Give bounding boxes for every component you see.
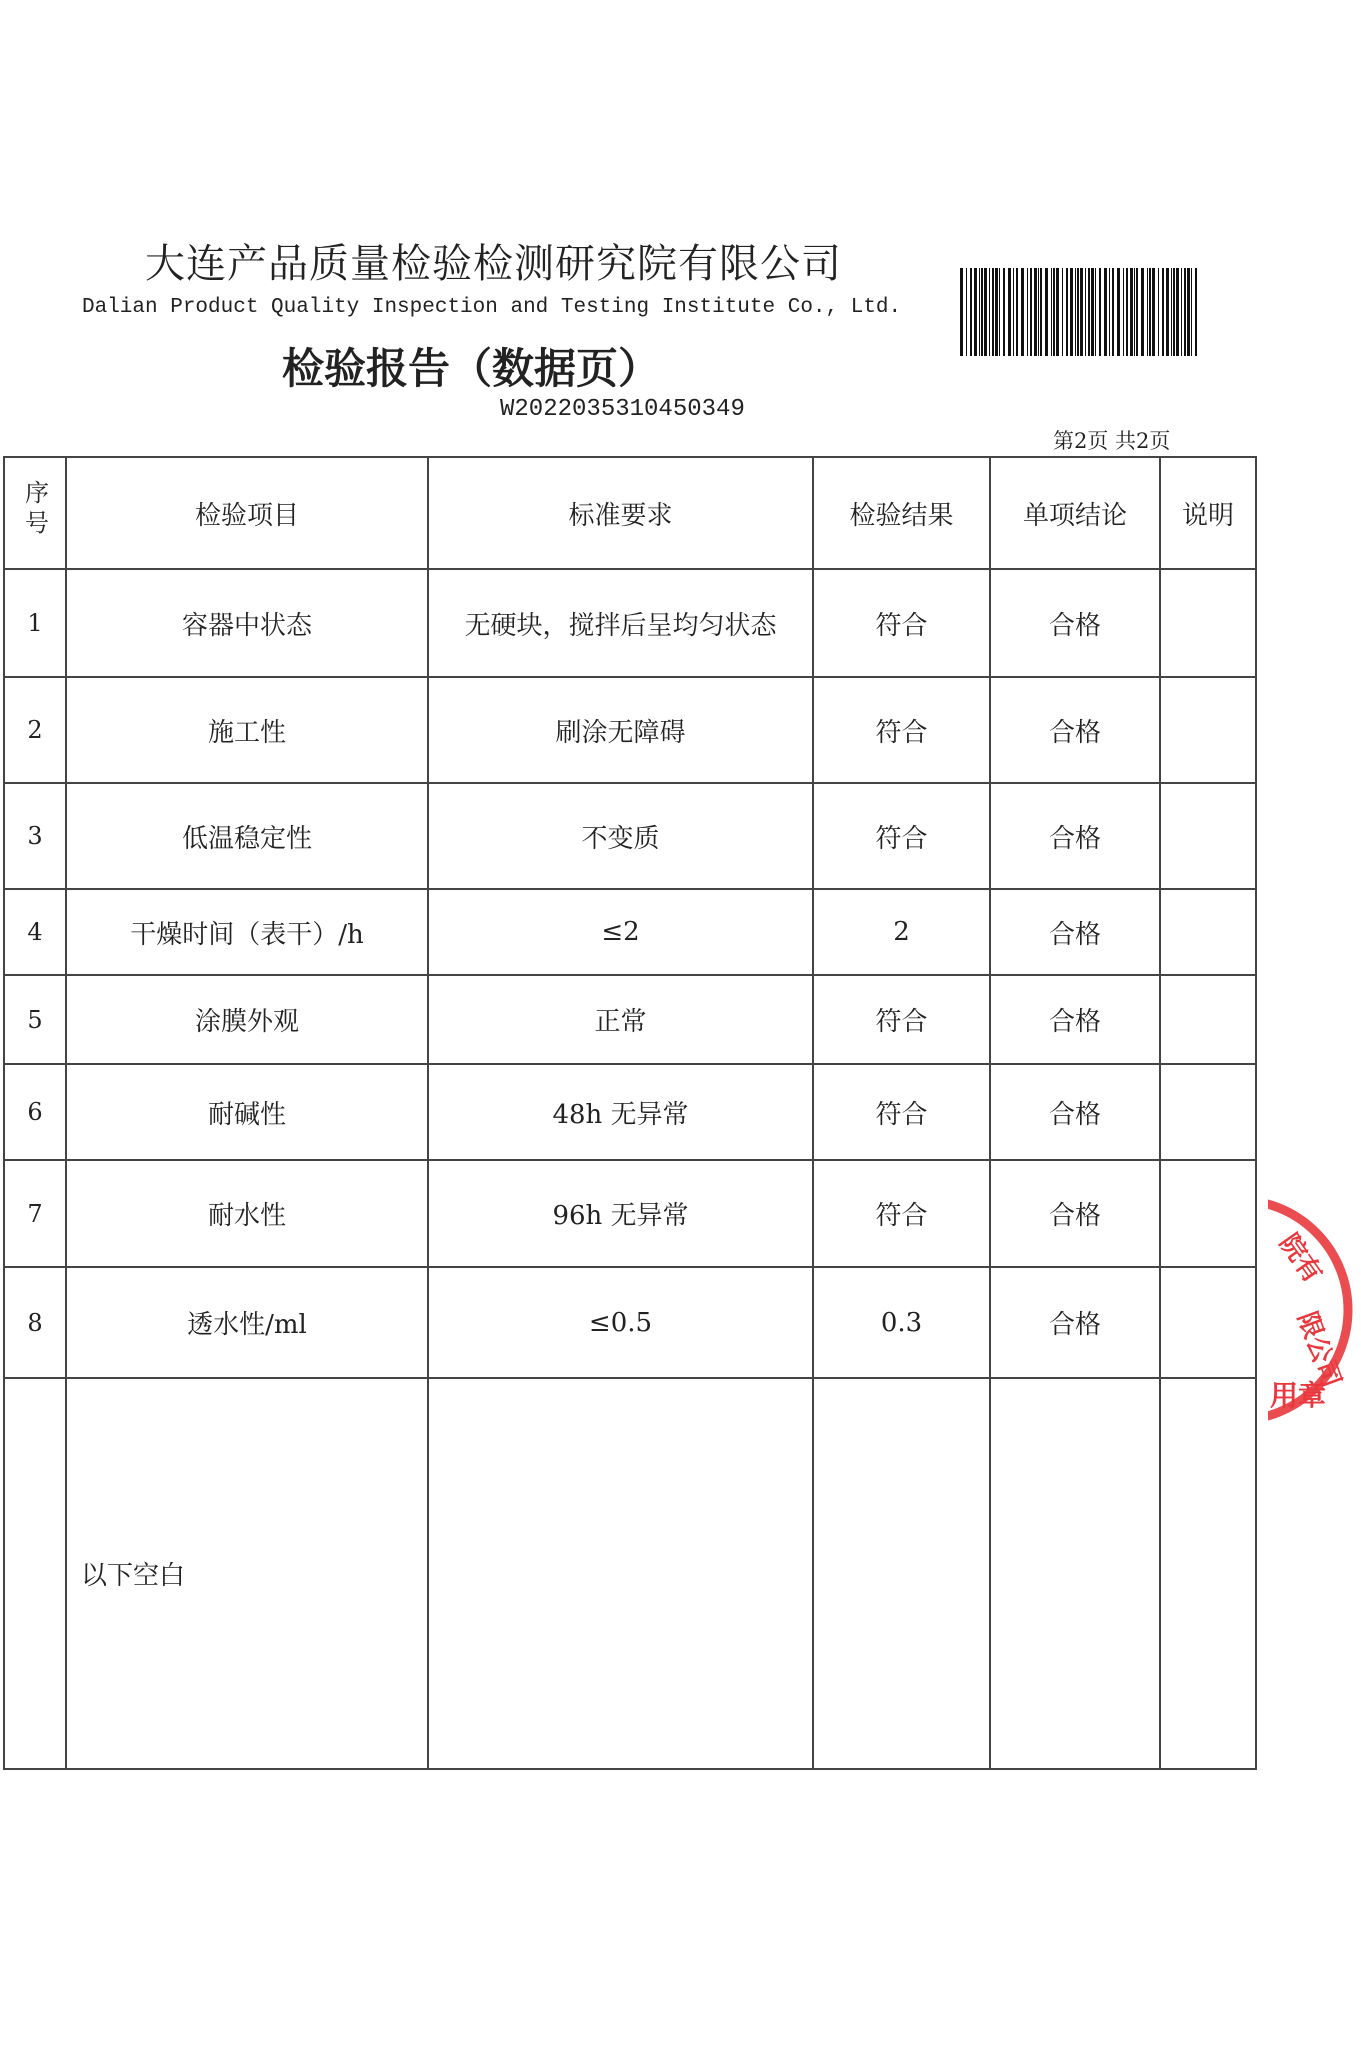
barcode-bar [1162, 268, 1164, 356]
row-number: 2 [4, 677, 66, 783]
barcode-bar [995, 268, 998, 356]
table-header-row [4, 457, 1256, 569]
item-conclusion: 合格 [990, 783, 1160, 889]
barcode-bar [1181, 268, 1182, 356]
barcode-bar [1040, 268, 1042, 356]
header-note: 说明 [1160, 457, 1256, 569]
row-note [1160, 975, 1256, 1064]
barcode-bar [1045, 268, 1048, 356]
barcode-bar [1117, 268, 1120, 356]
inspection-item: 施工性 [66, 677, 428, 783]
inspection-result: 2 [813, 889, 990, 975]
item-conclusion: 合格 [990, 1160, 1160, 1267]
barcode-bar [1109, 268, 1110, 356]
row-number: 7 [4, 1160, 66, 1267]
inspection-result: 符合 [813, 677, 990, 783]
row-number: 4 [4, 889, 66, 975]
item-conclusion: 合格 [990, 1267, 1160, 1378]
barcode-bar [1184, 268, 1186, 356]
barcode-bar [1158, 268, 1159, 356]
item-conclusion: 合格 [990, 889, 1160, 975]
table-row [4, 975, 1256, 1064]
row-note [1160, 1267, 1256, 1378]
table-row [4, 889, 1256, 975]
barcode-bar [1141, 268, 1144, 356]
results-table [3, 456, 1257, 1770]
item-conclusion: 合格 [990, 975, 1160, 1064]
barcode-bar [1034, 268, 1037, 356]
blank-cell [4, 1378, 66, 1769]
inspection-item: 涂膜外观 [66, 975, 428, 1064]
barcode-bar [1008, 268, 1011, 356]
inspection-result: 符合 [813, 975, 990, 1064]
blank-cell [428, 1378, 813, 1769]
barcode-bar [1147, 268, 1148, 356]
blank-note: 以下空白 [66, 1378, 428, 1769]
barcode-bar [1095, 268, 1096, 356]
table-row [4, 783, 1256, 889]
barcode-bar [1130, 268, 1133, 356]
barcode-bar [1013, 268, 1014, 356]
barcode-bar [1112, 268, 1114, 356]
official-stamp [1268, 1160, 1361, 1460]
barcode-bar [1104, 268, 1107, 356]
barcode-bar [1166, 268, 1169, 356]
barcode-bar [1016, 268, 1018, 356]
barcode-bar [984, 268, 987, 356]
table-row [4, 569, 1256, 677]
barcode-bar [981, 268, 983, 356]
inspection-result: 符合 [813, 1160, 990, 1267]
row-note [1160, 889, 1256, 975]
barcode-bar [1070, 268, 1073, 356]
barcode-bar [1021, 268, 1024, 356]
barcode-bar [999, 268, 1000, 356]
table-row [4, 677, 1256, 783]
row-number: 5 [4, 975, 66, 1064]
page-info: 第2页 共2页 [1053, 429, 1171, 453]
blank-cell [813, 1378, 990, 1769]
barcode-bar [974, 268, 977, 356]
row-note [1160, 1064, 1256, 1160]
barcode-bar [1187, 268, 1190, 356]
barcode-bar [966, 268, 967, 356]
barcode-bar [992, 268, 994, 356]
barcode-bar [1099, 268, 1101, 356]
barcode-bar [1080, 268, 1083, 356]
barcode-bar [1149, 268, 1151, 356]
inspection-item: 透水性/ml [66, 1267, 428, 1378]
blank-cell [1160, 1378, 1256, 1769]
header-item: 检验项目 [66, 457, 428, 569]
table-row [4, 1160, 1256, 1267]
barcode-bar [1191, 268, 1192, 356]
barcode-bar [1056, 268, 1059, 356]
report-number: W2022035310450349 [500, 396, 745, 423]
barcode-bar [1091, 268, 1094, 356]
blank-cell [990, 1378, 1160, 1769]
standard-requirement: 48h 无异常 [428, 1064, 813, 1160]
company-name-cn: 大连产品质量检验检测研究院有限公司 [145, 241, 842, 287]
barcode-bar [1030, 268, 1032, 356]
row-note [1160, 569, 1256, 677]
company-name-en: Dalian Product Quality Inspection and Testing Institute Co., Ltd. [82, 296, 902, 319]
barcode-bar [970, 268, 972, 356]
header-result: 检验结果 [813, 457, 990, 569]
standard-requirement: 无硬块，搅拌后呈均匀状态 [428, 569, 813, 677]
inspection-item: 耐水性 [66, 1160, 428, 1267]
barcode-bar [1077, 268, 1079, 356]
standard-requirement: 刷涂无障碍 [428, 677, 813, 783]
barcode-bar [1053, 268, 1055, 356]
standard-requirement: 96h 无异常 [428, 1160, 813, 1267]
inspection-result: 符合 [813, 569, 990, 677]
item-conclusion: 合格 [990, 569, 1160, 677]
inspection-result: 符合 [813, 1064, 990, 1160]
svg-text:用章: 用章 [1270, 1379, 1327, 1412]
row-note [1160, 1160, 1256, 1267]
barcode-bar [1195, 268, 1197, 356]
barcode-bar [1088, 268, 1090, 356]
svg-text:限公司: 限公司 [1291, 1308, 1347, 1392]
barcode-bar [1171, 268, 1172, 356]
table-row [4, 1267, 1256, 1378]
standard-requirement: ≤0.5 [428, 1267, 813, 1378]
barcode-bar [1003, 268, 1005, 356]
standard-requirement: ≤2 [428, 889, 813, 975]
barcode-bar [1152, 268, 1155, 356]
report-title: 检验报告（数据页） [282, 344, 661, 393]
standard-requirement: 不变质 [428, 783, 813, 889]
barcode-bar [1051, 268, 1052, 356]
barcode [960, 268, 1202, 356]
header-seq: 序号 [4, 457, 66, 569]
header-conclusion: 单项结论 [990, 457, 1160, 569]
inspection-result: 0.3 [813, 1267, 990, 1378]
standard-requirement: 正常 [428, 975, 813, 1064]
inspection-result: 符合 [813, 783, 990, 889]
row-number: 6 [4, 1064, 66, 1160]
blank-row [4, 1378, 1256, 1769]
barcode-bar [1136, 268, 1138, 356]
inspection-item: 耐碱性 [66, 1064, 428, 1160]
barcode-bar [1062, 268, 1063, 356]
header-requirement: 标准要求 [428, 457, 813, 569]
barcode-bar [1173, 268, 1175, 356]
item-conclusion: 合格 [990, 677, 1160, 783]
inspection-item: 干燥时间（表干）/h [66, 889, 428, 975]
barcode-bar [1126, 268, 1128, 356]
row-note [1160, 783, 1256, 889]
barcode-bar [1134, 268, 1135, 356]
inspection-item: 容器中状态 [66, 569, 428, 677]
barcode-bar [979, 268, 980, 356]
barcode-bar [1085, 268, 1086, 356]
svg-text:院有: 院有 [1273, 1228, 1328, 1289]
barcode-bar [1038, 268, 1039, 356]
barcode-bar [1123, 268, 1124, 356]
inspection-item: 低温稳定性 [66, 783, 428, 889]
barcode-bar [989, 268, 990, 356]
table-row [4, 1064, 1256, 1160]
row-number: 8 [4, 1267, 66, 1378]
row-number: 3 [4, 783, 66, 889]
barcode-bar [1176, 268, 1179, 356]
barcode-bar [1075, 268, 1076, 356]
item-conclusion: 合格 [990, 1064, 1160, 1160]
barcode-bar [960, 268, 963, 356]
barcode-bar [1066, 268, 1068, 356]
row-note [1160, 677, 1256, 783]
barcode-bar [1027, 268, 1028, 356]
row-number: 1 [4, 569, 66, 677]
